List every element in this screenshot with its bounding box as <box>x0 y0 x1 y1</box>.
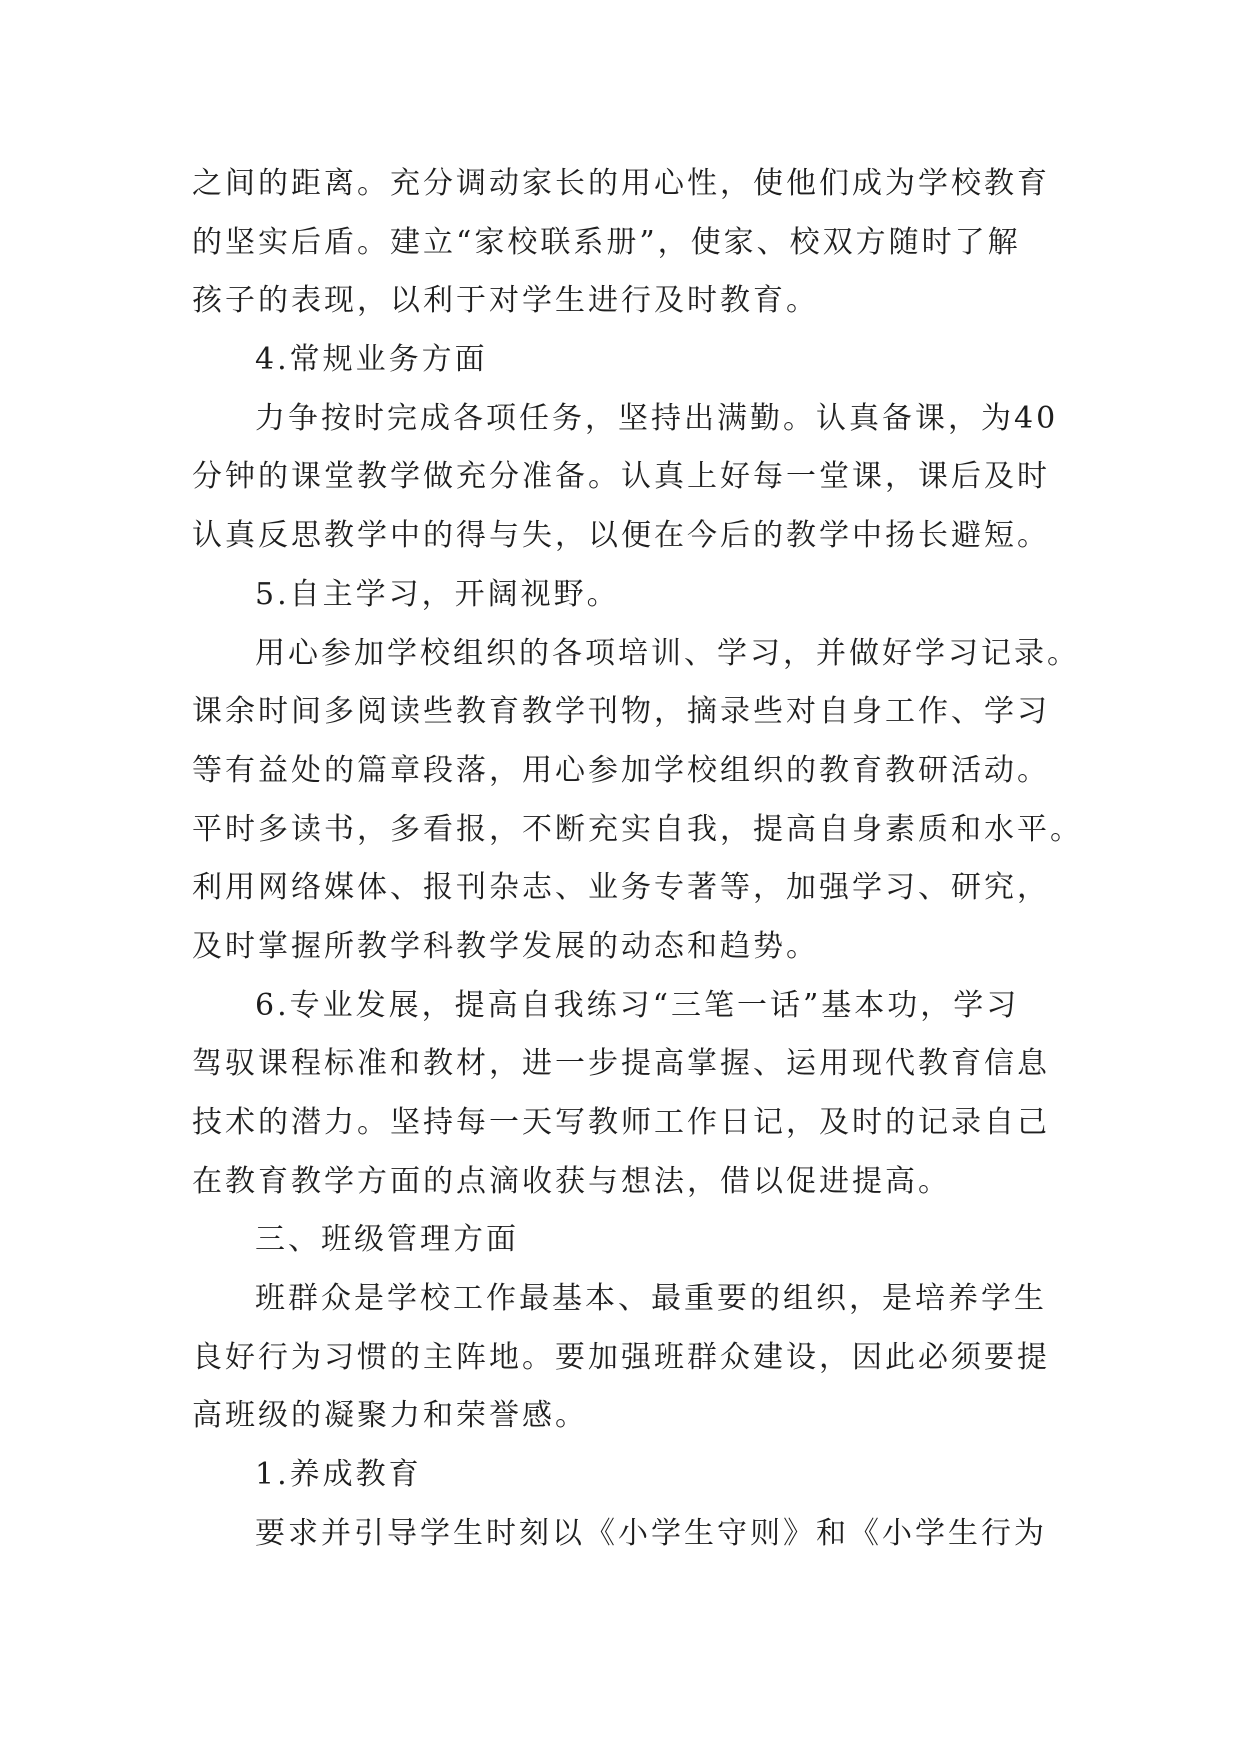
text-line: 的坚实后盾。建立“家校联系册”，使家、校双方随时了解 <box>192 224 1021 260</box>
text-line: 驾驭课程标准和教材，进一步提高掌握、运用现代教育信息 <box>192 1046 1050 1082</box>
text-line: 技术的潜力。坚持每一天写教师工作日记，及时的记录自己 <box>192 1105 1050 1140</box>
text-line: 利用网络媒体、报刊杂志、业务专著等，加强学习、研究， <box>192 870 1050 906</box>
text-line: 在教育教学方面的点滴收获与想法，借以促进提高。 <box>192 1163 951 1199</box>
text-line: 高班级的凝聚力和荣誉感。 <box>192 1398 588 1434</box>
text-line: 课余时间多阅读些教育教学刊物，摘录些对自身工作、学习 <box>192 694 1050 730</box>
text-line: 认真反思教学中的得与失，以便在今后的教学中扬长避短。 <box>192 518 1050 554</box>
text-line: 良好行为习惯的主阵地。要加强班群众建设，因此必须要提 <box>192 1339 1050 1375</box>
text-line: 及时掌握所教学科教学发展的动态和趋势。 <box>192 928 819 964</box>
section-heading: 6.专业发展，提高自我练习“三笔一话”基本功，学习 <box>255 987 1020 1023</box>
document-body <box>192 155 1083 1564</box>
text-line: 平时多读书，多看报，不断充实自我，提高自身素质和水平。 <box>192 811 1083 847</box>
text-line: 要求并引导学生时刻以《小学生守则》和《小学生行为 <box>255 1515 1047 1551</box>
text-line: 之间的距离。充分调动家长的用心性，使他们成为学校教育 <box>192 166 1050 201</box>
text-line: 用心参加学校组织的各项培训、学习，并做好学习记录。 <box>255 635 1080 671</box>
text-line: 力争按时完成各项任务，坚持出满勤。认真备课，为40 <box>255 400 1059 436</box>
section-heading: 4.常规业务方面 <box>255 342 488 378</box>
section-heading: 5.自主学习，开阔视野。 <box>255 576 620 612</box>
text-line: 等有益处的篇章段落，用心参加学校组织的教育教研活动。 <box>192 752 1050 788</box>
text-line: 班群众是学校工作最基本、最重要的组织，是培养学生 <box>255 1281 1047 1317</box>
text-line: 孩子的表现，以利于对学生进行及时教育。 <box>192 283 819 319</box>
section-heading: 三、班级管理方面 <box>255 1222 519 1258</box>
section-heading: 1.养成教育 <box>255 1457 422 1493</box>
text-line: 分钟的课堂教学做充分准备。认真上好每一堂课，课后及时 <box>192 459 1050 495</box>
